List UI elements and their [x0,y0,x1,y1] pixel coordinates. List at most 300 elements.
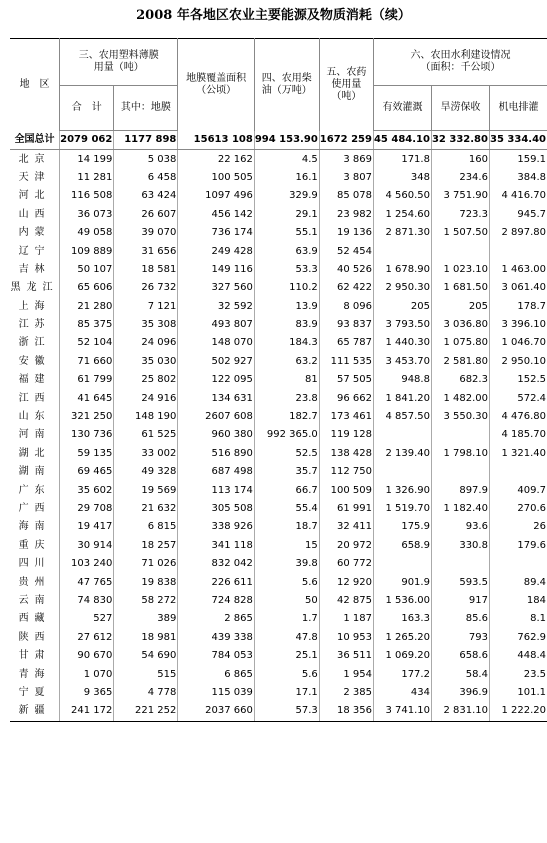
diesel-cell: 110.2 [254,279,319,297]
header-irrigation-group: 六、农田水利建设情况（面积：千公顷） [373,39,547,86]
pesticide-cell: 10 953 [319,629,373,647]
region-cell: 山东 [10,408,60,426]
drought-flood-cell: 160 [431,150,489,169]
mech-drainage-cell [489,555,547,573]
table-row [10,353,547,371]
diesel-cell: 5.6 [254,573,319,591]
film-ground-cell: 18 981 [114,629,178,647]
diesel-cell: 81 [254,371,319,389]
region-cell: 福建 [10,371,60,389]
pesticide-cell: 36 511 [319,647,373,665]
header-region: 地 区 [10,39,60,131]
table-row [10,224,547,242]
film-ground-cell: 24 916 [114,389,178,407]
drought-flood-cell: 3 036.80 [431,316,489,334]
table-row [10,500,547,518]
mech-drainage-cell: 1 046.70 [501,337,546,349]
effective-irrigation-cell: 171.8 [373,150,431,169]
pesticide-cell: 111 535 [319,353,373,371]
region-cell: 天津 [10,169,60,187]
film-ground-cell: 18 257 [114,537,178,555]
film-total-cell: 130 736 [60,426,114,444]
table-row [10,187,547,205]
region-cell: 西藏 [10,610,60,628]
effective-irrigation-cell: 3 453.70 [373,353,431,371]
mech-drainage-cell: 89.4 [523,576,546,588]
film-total-cell: 21 280 [60,298,114,316]
region-cell: 北京 [10,150,60,169]
header-film-group: 三、农用塑料薄膜用量（吨） [60,39,178,86]
ground-area-cell: 100 505 [178,169,254,187]
film-total-cell: 29 708 [60,500,114,518]
header-drought-flood: 旱涝保收 [431,86,489,131]
effective-irrigation-cell: 4 857.50 [373,408,431,426]
diesel-cell: 35.7 [254,463,319,481]
film-total-cell: 2079 062 [60,131,114,150]
drought-flood-cell: 1 681.50 [431,279,489,297]
drought-flood-cell: 1 182.40 [431,500,489,518]
header-film-total: 合 计 [60,86,114,131]
region-cell: 四川 [10,555,60,573]
pesticide-cell: 18 356 [319,702,373,721]
film-total-cell: 30 914 [60,537,114,555]
pesticide-cell: 12 920 [319,573,373,591]
drought-flood-cell: 1 482.00 [431,389,489,407]
table-row [10,592,547,610]
region-cell: 辽宁 [10,242,60,260]
page-title: 2008 年各地区农业主要能源及物质消耗（续） [136,8,411,23]
table-row-total [10,131,547,150]
drought-flood-cell [431,463,489,481]
effective-irrigation-cell: 177.2 [373,665,431,683]
effective-irrigation-cell: 1 326.90 [373,481,431,499]
film-ground-cell: 6 458 [114,169,178,187]
table-row [10,702,547,721]
effective-irrigation-cell: 2 139.40 [373,445,431,463]
table-row [10,445,547,463]
film-total-cell: 321 250 [60,408,114,426]
film-ground-cell: 61 525 [114,426,178,444]
film-ground-cell: 49 328 [114,463,178,481]
film-total-cell: 14 199 [60,150,114,169]
mech-drainage-cell: 4 476.80 [501,411,546,423]
pesticide-cell: 8 096 [319,298,373,316]
film-ground-cell: 33 002 [114,445,178,463]
region-cell: 内蒙 [10,224,60,242]
film-ground-cell: 6 815 [114,518,178,536]
mech-drainage-cell: 3 396.10 [501,319,546,331]
pesticide-cell: 112 750 [319,463,373,481]
diesel-cell: 17.1 [254,684,319,702]
diesel-cell: 23.8 [254,389,319,407]
diesel-cell: 57.3 [254,702,319,721]
effective-irrigation-cell: 175.9 [373,518,431,536]
mech-drainage-cell: 159.1 [517,153,546,165]
drought-flood-cell: 1 023.10 [431,261,489,279]
region-cell: 山西 [10,206,60,224]
header-mech-drainage: 机电排灌 [489,86,547,131]
drought-flood-cell: 205 [431,298,489,316]
film-total-cell: 74 830 [60,592,114,610]
film-total-cell: 59 135 [60,445,114,463]
effective-irrigation-cell: 658.9 [373,537,431,555]
drought-flood-cell: 897.9 [431,481,489,499]
pesticide-cell: 23 982 [319,206,373,224]
mech-drainage-cell: 1 222.20 [489,702,547,721]
ground-area-cell: 1097 496 [178,187,254,205]
film-ground-cell: 26 607 [114,206,178,224]
drought-flood-cell: 658.6 [431,647,489,665]
drought-flood-cell: 396.9 [431,684,489,702]
effective-irrigation-cell [373,242,431,260]
effective-irrigation-cell: 1 069.20 [373,647,431,665]
diesel-cell: 992 365.0 [254,426,319,444]
table-row [10,169,547,187]
film-ground-cell: 389 [114,610,178,628]
data-table [10,38,547,722]
drought-flood-cell: 58.4 [431,665,489,683]
mech-drainage-cell: 1 321.40 [501,447,546,459]
table-row [10,371,547,389]
region-cell: 河北 [10,187,60,205]
region-cell: 吉林 [10,261,60,279]
drought-flood-cell: 330.8 [431,537,489,555]
table-row [10,573,547,591]
drought-flood-cell: 593.5 [431,573,489,591]
effective-irrigation-cell: 4 560.50 [373,187,431,205]
film-total-cell: 116 508 [60,187,114,205]
table-row [10,334,547,352]
film-total-cell: 241 172 [60,702,114,721]
pesticide-cell: 57 505 [319,371,373,389]
film-ground-cell: 4 778 [114,684,178,702]
diesel-cell: 50 [254,592,319,610]
region-cell: 广西 [10,500,60,518]
table-row [10,647,547,665]
film-total-cell: 11 281 [60,169,114,187]
ground-area-cell: 724 828 [178,592,254,610]
ground-area-cell: 249 428 [178,242,254,260]
mech-drainage-cell: 101.1 [517,686,546,698]
ground-area-cell: 122 095 [178,371,254,389]
film-ground-cell: 25 802 [114,371,178,389]
effective-irrigation-cell: 1 536.00 [373,592,431,610]
table-row [10,316,547,334]
film-total-cell: 36 073 [60,206,114,224]
effective-irrigation-cell: 434 [373,684,431,702]
effective-irrigation-cell: 1 254.60 [373,206,431,224]
ground-area-cell: 15613 108 [178,131,254,150]
table-row [10,555,547,573]
drought-flood-cell: 93.6 [431,518,489,536]
effective-irrigation-cell: 2 950.30 [373,279,431,297]
region-cell: 海南 [10,518,60,536]
diesel-cell: 16.1 [254,169,319,187]
table-row [10,298,547,316]
mech-drainage-cell: 2 897.80 [501,227,546,239]
ground-area-cell: 149 116 [178,261,254,279]
effective-irrigation-cell [373,463,431,481]
diesel-cell: 55.4 [254,500,319,518]
pesticide-cell: 42 875 [319,592,373,610]
mech-drainage-cell: 184 [526,594,546,606]
effective-irrigation-cell: 3 793.50 [373,316,431,334]
header-film-ground: 其中：地膜 [114,86,178,131]
film-total-cell: 90 670 [60,647,114,665]
drought-flood-cell: 32 332.80 [431,131,489,150]
drought-flood-cell: 1 507.50 [431,224,489,242]
header-effective-irrigation: 有效灌溉 [373,86,431,131]
ground-area-cell: 22 162 [178,150,254,169]
film-total-cell: 35 602 [60,481,114,499]
pesticide-cell: 19 136 [319,224,373,242]
ground-area-cell: 327 560 [178,279,254,297]
header-pesticide: 五、农药使用量（吨） [319,39,373,131]
ground-area-cell: 113 174 [178,481,254,499]
drought-flood-cell: 793 [431,629,489,647]
effective-irrigation-cell: 163.3 [373,610,431,628]
film-total-cell: 27 612 [60,629,114,647]
ground-area-cell: 2 865 [178,610,254,628]
ground-area-cell: 493 807 [178,316,254,334]
pesticide-cell: 2 385 [319,684,373,702]
table-row [10,537,547,555]
pesticide-cell: 61 991 [319,500,373,518]
ground-area-cell: 784 053 [178,647,254,665]
diesel-cell: 63.9 [254,242,319,260]
region-cell: 安徽 [10,353,60,371]
drought-flood-cell: 682.3 [431,371,489,389]
mech-drainage-cell: 1 463.00 [501,263,546,275]
diesel-cell: 994 153.90 [254,131,319,150]
region-cell: 上海 [10,298,60,316]
header-diesel: 四、农用柴油（万吨） [254,39,319,131]
mech-drainage-cell [489,242,547,260]
diesel-cell: 47.8 [254,629,319,647]
region-cell: 新疆 [10,702,60,721]
region-cell: 重庆 [10,537,60,555]
effective-irrigation-cell: 1 678.90 [373,261,431,279]
drought-flood-cell: 723.3 [431,206,489,224]
region-cell: 广东 [10,481,60,499]
diesel-cell: 4.5 [254,150,319,169]
diesel-cell: 53.3 [254,261,319,279]
pesticide-cell: 100 509 [319,481,373,499]
film-ground-cell: 5 038 [114,150,178,169]
film-ground-cell: 31 656 [114,242,178,260]
diesel-cell: 13.9 [254,298,319,316]
region-cell: 浙江 [10,334,60,352]
diesel-cell: 52.5 [254,445,319,463]
mech-drainage-cell: 3 061.40 [501,282,546,294]
drought-flood-cell: 1 798.10 [431,445,489,463]
film-total-cell: 1 070 [60,665,114,683]
film-ground-cell: 63 424 [114,187,178,205]
region-cell: 黑龙江 [10,279,60,297]
pesticide-cell: 65 787 [319,334,373,352]
drought-flood-cell: 917 [431,592,489,610]
ground-area-cell: 736 174 [178,224,254,242]
mech-drainage-cell: 4 416.70 [501,190,546,202]
table-row [10,206,547,224]
drought-flood-cell [431,242,489,260]
pesticide-cell: 60 772 [319,555,373,573]
region-cell: 青海 [10,665,60,683]
table-row [10,684,547,702]
table-row [10,481,547,499]
ground-area-cell: 502 927 [178,353,254,371]
drought-flood-cell: 234.6 [431,169,489,187]
effective-irrigation-cell: 1 440.30 [373,334,431,352]
diesel-cell: 182.7 [254,408,319,426]
film-total-cell: 71 660 [60,353,114,371]
effective-irrigation-cell: 1 265.20 [373,629,431,647]
effective-irrigation-cell [373,555,431,573]
ground-area-cell: 305 508 [178,500,254,518]
ground-area-cell: 226 611 [178,573,254,591]
film-ground-cell: 18 581 [114,261,178,279]
ground-area-cell: 439 338 [178,629,254,647]
table-row [10,279,547,297]
table-body [10,131,547,722]
film-total-cell: 41 645 [60,389,114,407]
ground-area-cell: 341 118 [178,537,254,555]
mech-drainage-cell: 8.1 [530,613,546,625]
film-ground-cell: 21 632 [114,500,178,518]
diesel-cell: 5.6 [254,665,319,683]
mech-drainage-cell: 409.7 [517,484,546,496]
table-row [10,610,547,628]
diesel-cell: 29.1 [254,206,319,224]
diesel-cell: 329.9 [254,187,319,205]
pesticide-cell: 3 807 [319,169,373,187]
region-cell: 湖南 [10,463,60,481]
film-ground-cell: 54 690 [114,647,178,665]
pesticide-cell: 138 428 [319,445,373,463]
ground-area-cell: 6 865 [178,665,254,683]
mech-drainage-cell: 178.7 [517,300,546,312]
ground-area-cell: 687 498 [178,463,254,481]
ground-area-cell: 338 926 [178,518,254,536]
mech-drainage-cell: 179.6 [517,539,546,551]
diesel-cell: 184.3 [254,334,319,352]
table-row [10,261,547,279]
pesticide-cell: 119 128 [319,426,373,444]
effective-irrigation-cell: 348 [373,169,431,187]
film-ground-cell: 19 838 [114,573,178,591]
table-row [10,518,547,536]
diesel-cell: 15 [254,537,319,555]
mech-drainage-cell: 26 [533,521,546,533]
pesticide-cell: 85 078 [319,187,373,205]
film-total-cell: 61 799 [60,371,114,389]
ground-area-cell: 960 380 [178,426,254,444]
film-ground-cell: 58 272 [114,592,178,610]
region-cell: 湖北 [10,445,60,463]
drought-flood-cell [431,555,489,573]
ground-area-cell: 134 631 [178,389,254,407]
pesticide-cell: 62 422 [319,279,373,297]
film-total-cell: 49 058 [60,224,114,242]
region-cell: 宁夏 [10,684,60,702]
effective-irrigation-cell [373,426,431,444]
table-row [10,665,547,683]
effective-irrigation-cell: 1 841.20 [373,389,431,407]
pesticide-cell: 52 454 [319,242,373,260]
ground-area-cell: 832 042 [178,555,254,573]
ground-area-cell: 148 070 [178,334,254,352]
film-total-cell: 85 375 [60,316,114,334]
film-total-cell: 47 765 [60,573,114,591]
ground-area-cell: 2607 608 [178,408,254,426]
region-cell: 甘肃 [10,647,60,665]
mech-drainage-cell: 2 950.10 [501,355,546,367]
drought-flood-cell: 3 550.30 [431,408,489,426]
ground-area-cell: 516 890 [178,445,254,463]
drought-flood-cell [431,426,489,444]
film-total-cell: 65 606 [60,279,114,297]
drought-flood-cell: 3 751.90 [431,187,489,205]
film-ground-cell: 221 252 [114,702,178,721]
diesel-cell: 66.7 [254,481,319,499]
mech-drainage-cell: 23.5 [523,668,546,680]
region-cell: 江西 [10,389,60,407]
diesel-cell: 39.8 [254,555,319,573]
ground-area-cell: 456 142 [178,206,254,224]
table-row [10,242,547,260]
diesel-cell: 55.1 [254,224,319,242]
drought-flood-cell: 2 831.10 [431,702,489,721]
ground-area-cell: 32 592 [178,298,254,316]
diesel-cell: 1.7 [254,610,319,628]
film-ground-cell: 71 026 [114,555,178,573]
region-cell: 贵州 [10,573,60,591]
film-ground-cell: 35 030 [114,353,178,371]
effective-irrigation-cell: 2 871.30 [373,224,431,242]
table-row [10,408,547,426]
header-ground-area: 地膜覆盖面积（公顷） [178,39,254,131]
table-row [10,426,547,444]
film-total-cell: 19 417 [60,518,114,536]
film-total-cell: 69 465 [60,463,114,481]
pesticide-cell: 96 662 [319,389,373,407]
mech-drainage-cell [489,463,547,481]
film-total-cell: 527 [60,610,114,628]
drought-flood-cell: 85.6 [431,610,489,628]
film-ground-cell: 1177 898 [114,131,178,150]
diesel-cell: 25.1 [254,647,319,665]
film-ground-cell: 35 308 [114,316,178,334]
pesticide-cell: 40 526 [319,261,373,279]
drought-flood-cell: 2 581.80 [431,353,489,371]
film-ground-cell: 515 [114,665,178,683]
mech-drainage-cell: 572.4 [517,392,546,404]
table-row [10,629,547,647]
table-row [10,463,547,481]
film-ground-cell: 7 121 [114,298,178,316]
ground-area-cell: 2037 660 [178,702,254,721]
pesticide-cell: 1 954 [319,665,373,683]
mech-drainage-cell: 35 334.40 [489,131,547,150]
region-cell: 陕西 [10,629,60,647]
film-ground-cell: 148 190 [114,408,178,426]
pesticide-cell: 93 837 [319,316,373,334]
region-cell: 全国总计 [10,131,60,150]
pesticide-cell: 20 972 [319,537,373,555]
film-total-cell: 109 889 [60,242,114,260]
table-row [10,150,547,169]
effective-irrigation-cell: 901.9 [373,573,431,591]
